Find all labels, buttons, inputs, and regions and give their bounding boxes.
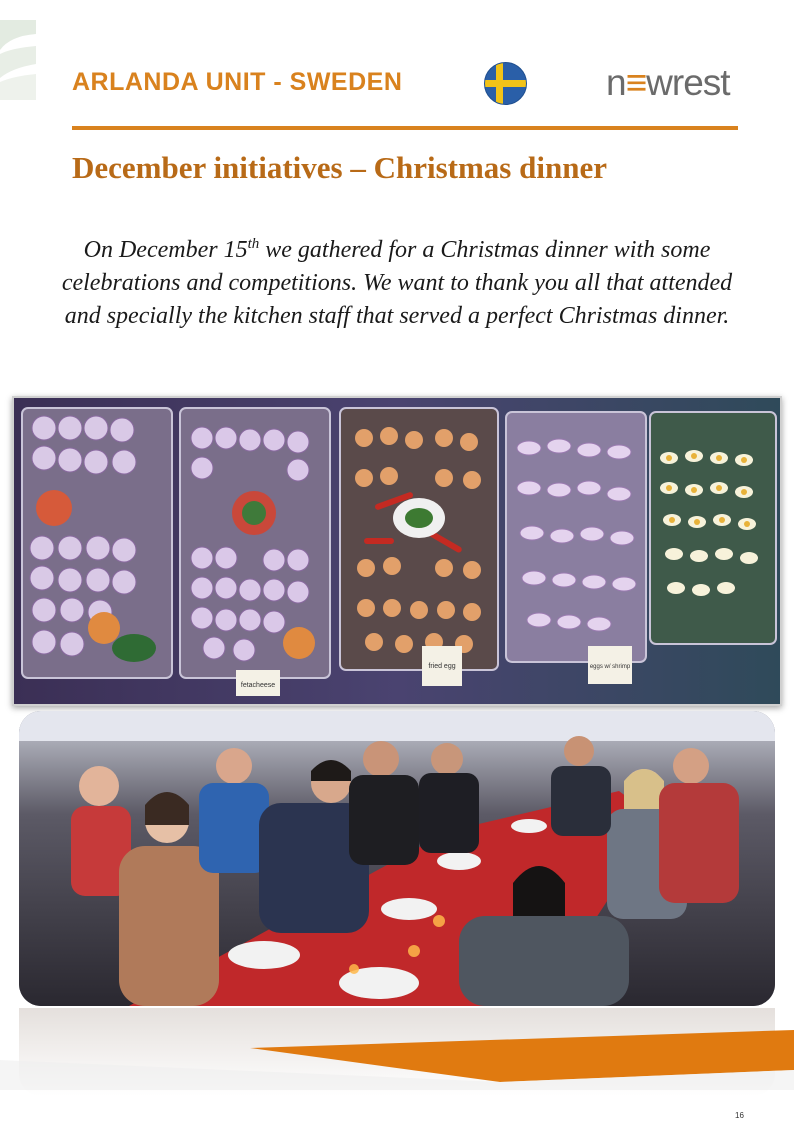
intro-paragraph: On December 15th we gathered for a Christmas dinner with some celebrations and competitions. We want to thank you all that attended and specially the kitchen staff that served a perfect Christmas dinner. bbox=[61, 236, 733, 329]
dinner-illustration bbox=[19, 711, 775, 1006]
decorative-leaf-shape bbox=[0, 20, 36, 100]
buffet-label-3: eggs w/ shrimp bbox=[589, 664, 631, 670]
buffet-label-1: fetacheese bbox=[240, 682, 276, 689]
buffet-photo bbox=[12, 396, 782, 706]
dinner-photo bbox=[19, 711, 775, 1006]
section-title: December initiatives – Christmas dinner bbox=[72, 150, 607, 185]
bottom-decorative-band bbox=[0, 1030, 794, 1090]
header-divider bbox=[72, 126, 738, 130]
newrest-logo: n≡wrest bbox=[606, 62, 730, 103]
buffet-illustration bbox=[14, 398, 780, 704]
sweden-flag-icon bbox=[484, 62, 527, 105]
buffet-label-2: fried egg bbox=[428, 663, 456, 670]
page-number: 16 bbox=[735, 1111, 744, 1120]
unit-title: ARLANDA UNIT - SWEDEN bbox=[72, 68, 403, 96]
